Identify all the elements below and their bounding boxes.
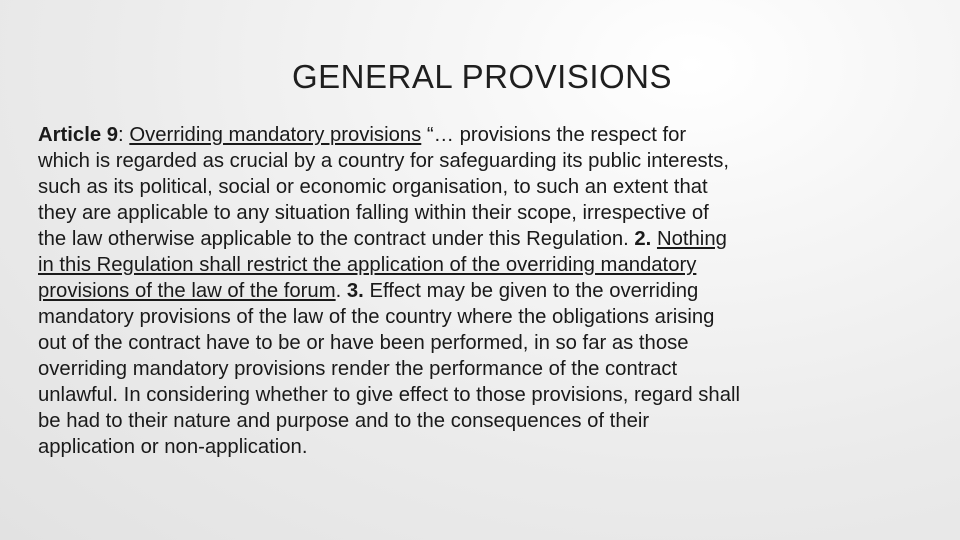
paragraph-3-text: Effect may be given to the overriding mandatory provisions of the law of the country where the obligations arising out of the contract have to be or have been performed, in so far as those overriding mandatory provisions render the performance of the contract unlawful. In considering whether to give effect to those provisions, regard shall be had to their nature and purpose and to the consequences of their application or non-application. (38, 280, 740, 458)
paragraph-2-end: . (335, 280, 347, 302)
slide-title: GENERAL PROVISIONS (291, 58, 673, 95)
paragraph-2-text: Nothing in this Regulation shall restrict the application of the overriding mandatory provisions of the law of the forum (38, 228, 727, 302)
paragraph-2-number: 2. (634, 228, 652, 250)
paragraph-1: “… provisions the respect for which is regarded as crucial by a country for safeguarding its public interests, such as its political, social or economic organisation, to such an extent that they are applicable to any situation falling within their scope, irrespective of the law otherwise applicable to the contract under this Regulation. (38, 124, 730, 250)
article-number: Article 9 (38, 124, 119, 146)
article-separator: : (118, 124, 130, 146)
article-heading: Overriding mandatory provisions (129, 124, 422, 146)
paragraph-3-number: 3. (346, 280, 364, 302)
article-text (38, 122, 938, 460)
